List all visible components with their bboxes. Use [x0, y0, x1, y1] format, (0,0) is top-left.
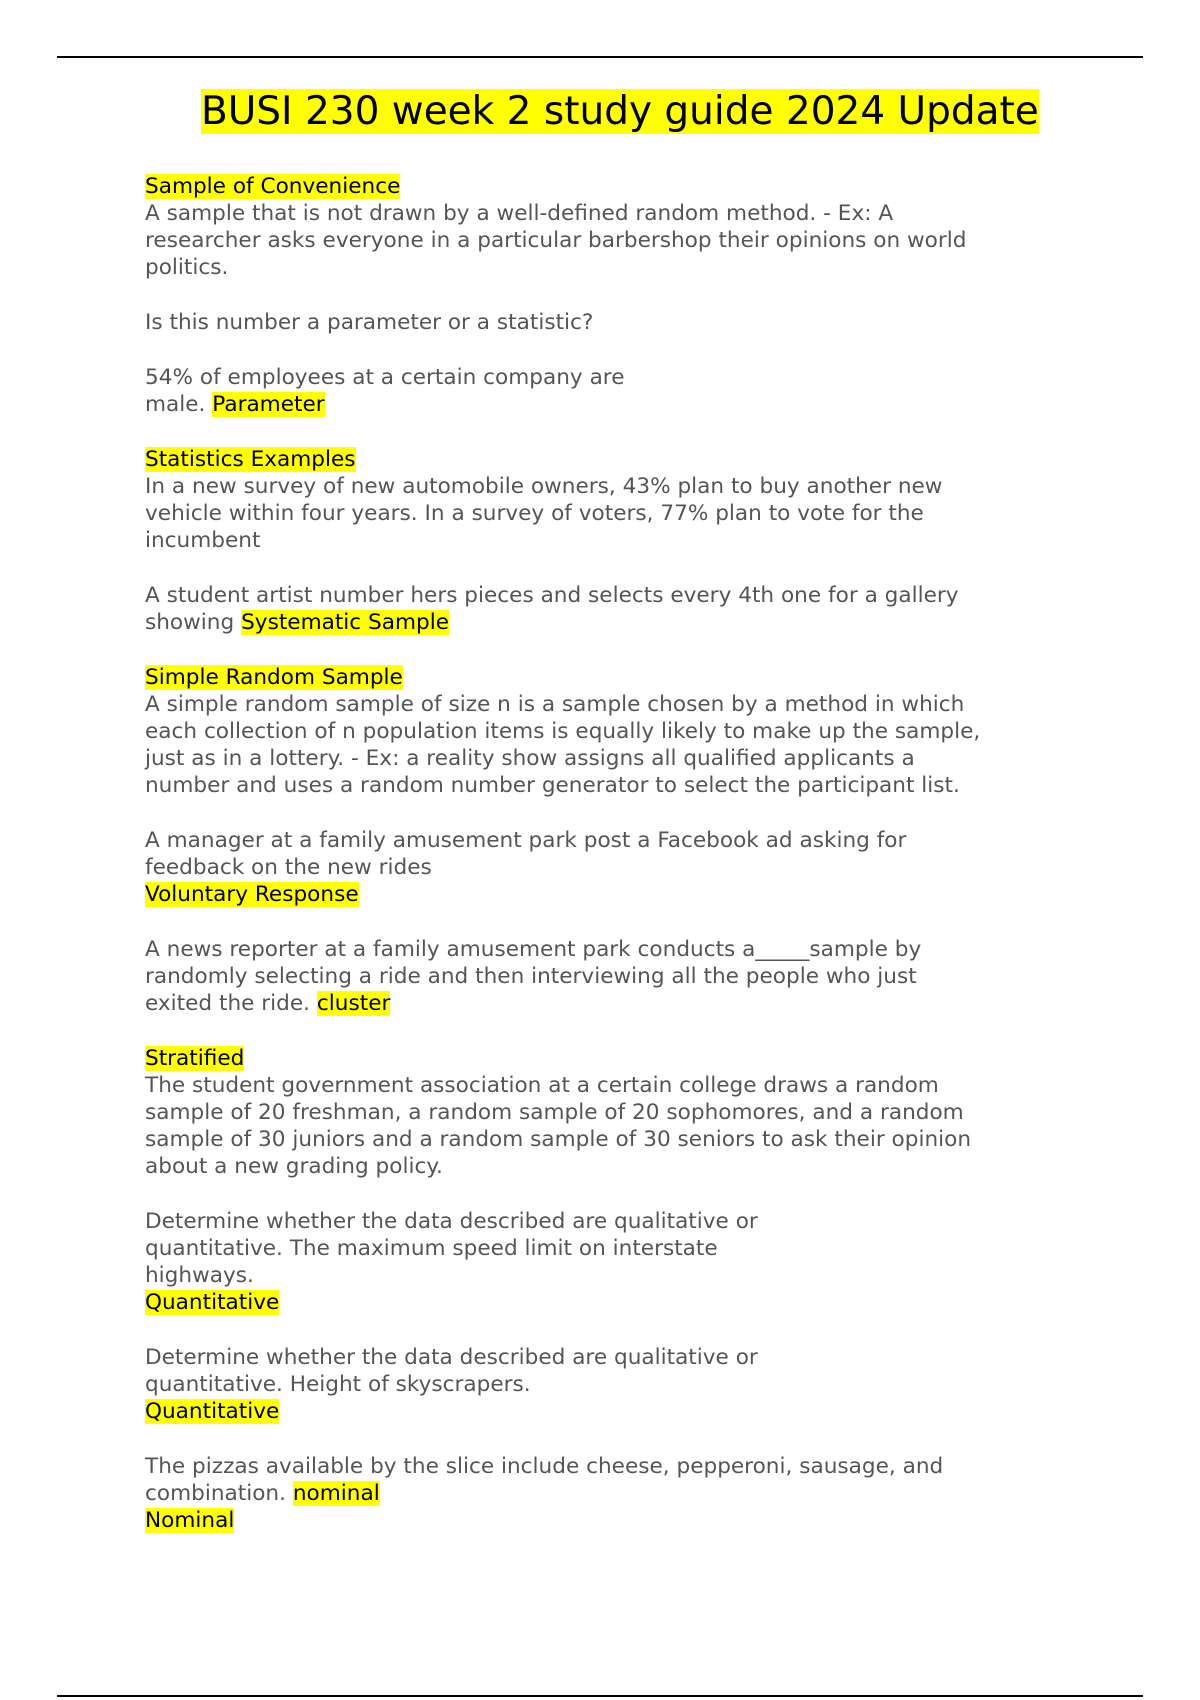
term-label: Simple Random Sample [145, 665, 403, 690]
text-content: A manager at a family amusement park post a Facebook ad asking for feedback on the new rides [145, 828, 907, 880]
text-content: A news reporter at a family amusement park conducts a_____sample by randomly selecting a ride and then interviewing all the people who just exited the ride. [145, 937, 922, 1016]
document-body [145, 173, 1145, 1534]
term-heading [145, 446, 1145, 473]
answer-line [145, 1398, 1145, 1425]
block-gap [145, 418, 1145, 446]
block-text [145, 1208, 1145, 1289]
term-label: Sample of Convenience [145, 174, 401, 199]
block-text [145, 936, 1145, 1017]
block-text [145, 1344, 1145, 1398]
block-gap [145, 1425, 1145, 1453]
block-gap [145, 281, 1145, 309]
term-heading [145, 1045, 1145, 1072]
block-text [145, 827, 1145, 881]
block-text [145, 364, 1145, 418]
study-block [145, 173, 1145, 281]
answer-label: Quantitative [145, 1399, 280, 1424]
block-text [145, 1072, 1145, 1180]
study-block [145, 446, 1145, 554]
block-gap [145, 799, 1145, 827]
text-content: Determine whether the data described are qualitative or quantitative. Height of skyscrapers. [145, 1345, 758, 1397]
inline-answer: cluster [316, 991, 391, 1016]
text-content: A student artist number hers pieces and selects every 4th one for a gallery showing [145, 583, 959, 635]
term-label: Statistics Examples [145, 447, 356, 472]
term-heading [145, 664, 1145, 691]
term-heading [145, 173, 1145, 200]
text-content: A sample that is not drawn by a well-defined random method. - Ex: A researcher asks everyone in a particular barbershop their opinions on world politics. [145, 201, 967, 280]
block-gap [145, 554, 1145, 582]
text-content: The student government association at a certain college draws a random sample of 20 freshman, a random sample of 20 sophomores, and a random sample of 30 juniors and a random sample of 30 seniors to ask their opinion about a new grading policy. [145, 1073, 972, 1179]
block-text [145, 473, 1145, 554]
page-title [201, 86, 1039, 138]
study-block [145, 664, 1145, 799]
study-block [145, 309, 1145, 336]
block-text [145, 691, 1145, 799]
text-content: The pizzas available by the slice include cheese, pepperoni, sausage, and combination. [145, 1454, 944, 1506]
study-block [145, 936, 1145, 1017]
answer-line [145, 1507, 1145, 1534]
study-block [145, 1453, 1145, 1534]
answer-label: Voluntary Response [145, 882, 359, 907]
block-gap [145, 636, 1145, 664]
top-rule [57, 56, 1143, 58]
study-block [145, 1208, 1145, 1316]
block-text [145, 309, 1145, 336]
study-block [145, 827, 1145, 908]
term-label: Stratified [145, 1046, 245, 1071]
block-text [145, 582, 1145, 636]
block-text [145, 200, 1145, 281]
answer-line [145, 881, 1145, 908]
study-block [145, 1344, 1145, 1425]
inline-answer: Parameter [212, 392, 325, 417]
study-block [145, 364, 1145, 418]
inline-answer: nominal [292, 1481, 380, 1506]
answer-label: Nominal [145, 1508, 235, 1533]
answer-line [145, 1289, 1145, 1316]
block-gap [145, 1180, 1145, 1208]
block-gap [145, 336, 1145, 364]
title-highlight: BUSI 230 week 2 study guide 2024 Update [201, 89, 1039, 134]
study-block [145, 1045, 1145, 1180]
inline-answer: Systematic Sample [241, 610, 450, 635]
text-content: Determine whether the data described are qualitative or quantitative. The maximum speed limit on interstate highways. [145, 1209, 758, 1288]
text-content: In a new survey of new automobile owners, 43% plan to buy another new vehicle within four years. In a survey of voters, 77% plan to vote for the incumbent [145, 474, 943, 553]
block-gap [145, 908, 1145, 936]
block-gap [145, 1316, 1145, 1344]
block-gap [145, 1017, 1145, 1045]
text-content: 54% of employees at a certain company are male. [145, 365, 625, 417]
bottom-rule [57, 1695, 1143, 1697]
study-block [145, 582, 1145, 636]
block-text [145, 1453, 1145, 1507]
answer-label: Quantitative [145, 1290, 280, 1315]
text-content: A simple random sample of size n is a sample chosen by a method in which each collection of n population items is equally likely to make up the sample, just as in a lottery. - Ex: a reality show assigns all qualified applicants a number and uses a random number generator to select the participant list. [145, 692, 981, 798]
text-content: Is this number a parameter or a statistic? [145, 310, 594, 335]
